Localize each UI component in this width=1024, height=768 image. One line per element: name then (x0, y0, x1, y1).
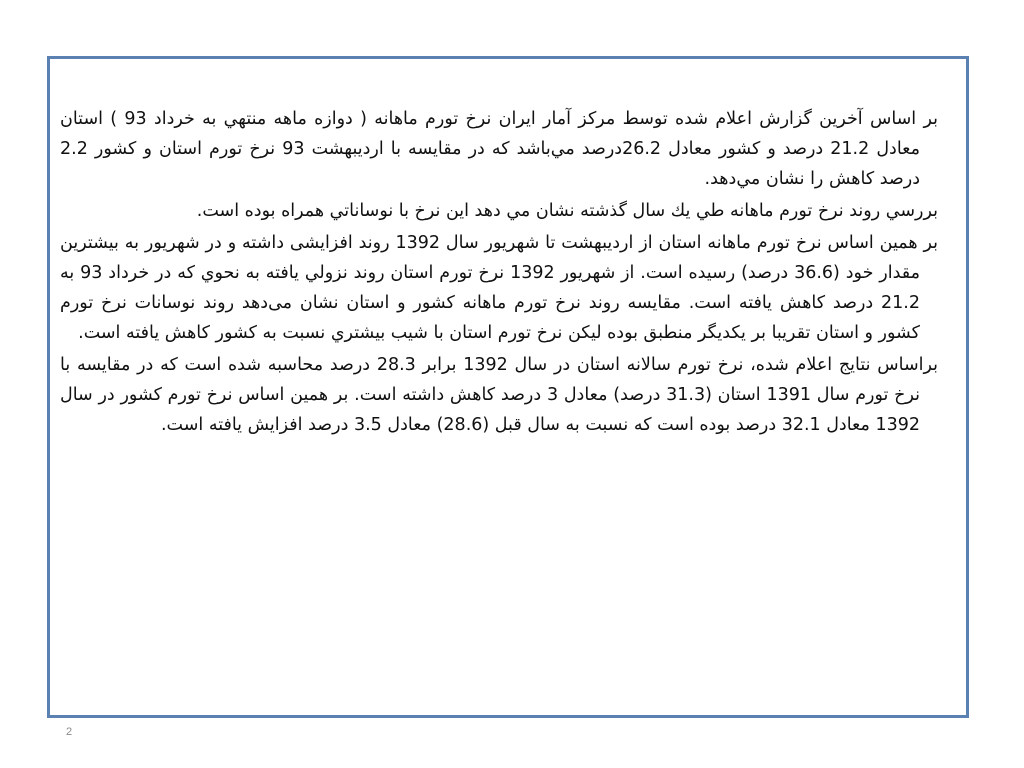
paragraph-monthly-inflation: بر اساس آخرین گزارش اعلام شده توسط مرکز آمار ایران نرخ تورم ماهانه ( دوازه ماهه منتهي به خرداد 93 ) استان معادل 21.2 درصد و كشور معادل 26.2درصد مي‌باشد كه در مقايسه با ارديبهشت 93 نرخ تورم استان و كشور 2.2 درصد كاهش را نشان مي‌دهد. (60, 109, 938, 189)
slide-body-text (60, 104, 938, 442)
paragraph-monthly-comparison: بر همین اساس نرخ تورم ماهانه استان از اردیبهشت تا شهریور سال 1392 روند افزایشی داشته و در شهریور به بیشترین مقدار خود (36.6 درصد) رسیده است. از شهریور 1392 نرخ تورم استان روند نزولي يافته به نحوي كه در خرداد 93 به 21.2 درصد كاهش يافته است. مقایسه روند نرخ تورم ماهانه کشور و استان نشان می‌دهد روند نوسانات نرخ تورم کشور و استان تقریبا بر یکدیگر منطبق بوده ليكن نرخ تورم استان با شيب بيشتري نسبت به كشور كاهش يافته است. (60, 233, 939, 343)
slide-frame (47, 56, 969, 718)
paragraph-annual-inflation: براساس نتايج اعلام شده، نرخ تورم سالانه استان در سال 1392 برابر 28.3 درصد محاسبه شده است که در مقایسه با نرخ تورم سال 1391 استان (31.3 درصد) معادل 3 درصد کاهش داشته است. بر همین اساس نرخ تورم کشور در سال 1392 معادل 32.1 درصد بوده است که نسبت به سال قبل (28.6) معادل 3.5 درصد افزایش یافته است. (60, 355, 938, 435)
page-number: 2 (66, 726, 73, 738)
paragraph-yearly-trend: بررسي روند نرخ تورم ماهانه طي يك سال گذشته نشان مي دهد اين نرخ با نوساناتي همراه بوده است. (196, 201, 938, 221)
